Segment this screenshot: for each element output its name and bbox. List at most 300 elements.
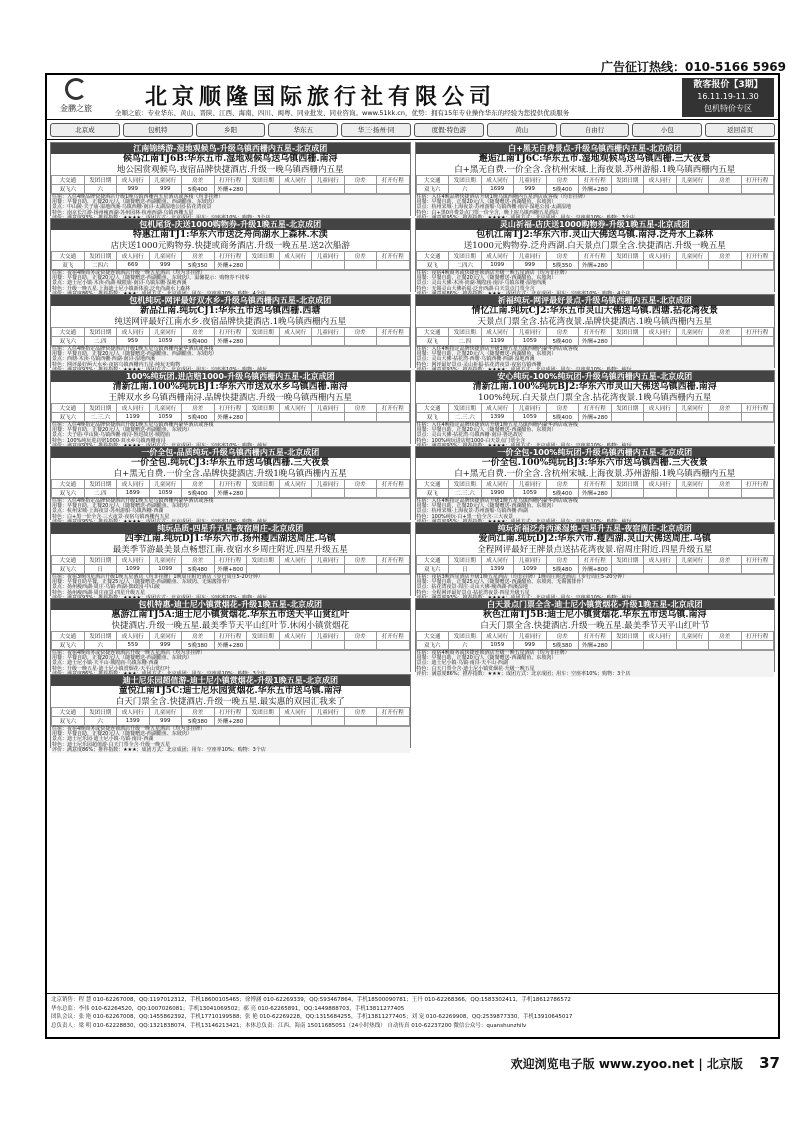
itinerary-link[interactable]: 外酬+280 — [214, 489, 247, 498]
company-name: 北京顺隆国际旅行社有限公司 — [145, 84, 497, 110]
tour-detail-line: 住宿：夜宿4晚商务或快捷连锁酒店升级一晚五星酒店（均为非挂牌） — [416, 650, 570, 656]
price-table — [416, 479, 775, 498]
nav-button[interactable]: 包机特 — [123, 123, 193, 137]
price-cell: 六 — [449, 185, 482, 194]
price-cell: 二四六 — [84, 261, 117, 270]
price-cell — [611, 489, 644, 498]
nav-button[interactable]: 黄山 — [487, 123, 557, 137]
price-table-header: 房差 — [546, 556, 579, 565]
price-table-header: 儿童同行 — [312, 404, 345, 413]
tour-title-bar: 纯玩祈福泛舟西溪湿地-四星升五星-夜宿周庄-北京成团 — [416, 523, 775, 534]
tour-name: 特惠江南TJ1:华东六市送泛舟尚湖水上森林.木渎 — [132, 230, 328, 240]
price-table-header: 房差 — [344, 404, 377, 413]
price-table-header: 发团日期 — [247, 708, 280, 717]
price-table-header: 打开行程 — [579, 404, 612, 413]
tour-title-bar: 一价全包-品质纯玩-升级乌镇西栅内五星-北京成团 — [51, 447, 410, 458]
price-table-header: 打开行程 — [214, 252, 247, 261]
price-table-header: 房差 — [182, 632, 215, 641]
tour-title-bar: 灵山祈福-店庆送1000购物券-升级1晚五星-北京成团 — [416, 219, 775, 230]
price-cell — [709, 641, 742, 650]
tour-details — [51, 650, 410, 677]
price-cell: 5晚400 — [182, 185, 215, 194]
tour-title-bar: 白+黑无自费景点-升级乌镇西栅内五星-北京成团 — [416, 143, 775, 154]
tour-name: 一价全包.100%纯玩BJ3:华东六市送乌镇西栅.三大夜景 — [481, 458, 708, 468]
price-cell: 1059 — [514, 489, 547, 498]
tour-block — [50, 674, 411, 753]
price-cell — [644, 489, 677, 498]
price-cell — [312, 565, 345, 574]
tour-detail-line: 景点：灵山大佛·拈花湾·西塘·乌镇西栅·西湖·湿地西溪 — [416, 356, 535, 363]
price-cell — [741, 489, 774, 498]
price-cell — [247, 717, 280, 726]
price-cell — [611, 337, 644, 346]
price-cell — [709, 489, 742, 498]
tour-block — [50, 218, 411, 292]
price-table-header: 儿童同行 — [514, 328, 547, 337]
price-table-header: 大交通 — [416, 328, 449, 337]
price-cell — [279, 185, 312, 194]
price-cell — [312, 337, 345, 346]
price-table-header: 大交通 — [52, 556, 85, 565]
price-cell — [344, 565, 377, 574]
price-table-header: 打开行程 — [377, 480, 410, 489]
tour-title-bar: 白天景点门票全含-迪士尼小镇赏烟花-升级1晚五星-北京成团 — [416, 599, 775, 610]
tour-detail-line: 景点：西塘·木渎·乌镇西栅·西湖·南浔·湿地西溪 — [52, 356, 155, 363]
nav-button[interactable]: 华三·扬州·同 — [341, 123, 411, 137]
price-table-header: 打开行程 — [741, 176, 774, 185]
tour-subtitle: 天景点门票全含.拈花湾夜景.品牌快捷酒店.1晚乌镇西栅内五星 — [477, 317, 713, 327]
price-table-header: 房差 — [182, 556, 215, 565]
tour-detail-line: 住宿：入住4晚品牌快捷酒店升级1晚乌镇西栅内五星酒店或客栈（均非挂牌） — [416, 194, 588, 200]
tour-detail-line: 景点：迪士尼小镇·木渎·尚湖·城隍庙·南浔·乌镇东栅·湿地西溪 — [52, 280, 187, 287]
tour-detail-line: 住宿：入住4晚品牌快捷酒店升级1晚乌镇西栅内五星酒店或客栈（均非挂牌） — [52, 194, 224, 200]
tour-detail-line: 用餐：早餐自助，正餐20元/人（随餐赠送-西湖醋鱼、西湖醋鱼、东坡肉） — [52, 199, 217, 206]
price-table-header: 儿童同行 — [514, 632, 547, 641]
price-cell: 1990 — [481, 489, 514, 498]
tour-detail-line: 住宿：夜宿3晚四星酒店升级1晚五星酒店（均非挂牌）1晚周庄附近酒店（步行周庄5-20分钟） — [52, 574, 263, 580]
tour-detail-line: 住宿：入住4晚指定品牌快捷酒店升级1晚五星乌镇西栅内豪华酒店或客栈 — [416, 498, 578, 504]
price-cell: 5晚380 — [546, 641, 579, 650]
tour-title-bar: 包机特惠-迪士尼小镇赏烟花-升级1晚五星-北京成团 — [51, 599, 410, 610]
price-table-header: 房差 — [709, 480, 742, 489]
tour-subtitle: 白+黑无自费.一价全含.含杭州宋城.上海夜景.苏州游船.1晚乌镇西栅内五星 — [454, 469, 736, 479]
tour-subtitle: 白+黑无自费.一价全含.含杭州宋城.上海夜景.苏州游船.1晚乌镇西栅内五星 — [454, 165, 736, 175]
price-cell: 5晚380 — [182, 717, 215, 726]
price-table-header: 儿童同行 — [149, 556, 182, 565]
price-cell — [312, 185, 345, 194]
price-table-header: 发团日期 — [84, 252, 117, 261]
price-cell: 1059 — [149, 337, 182, 346]
tour-detail-line: 景点：迪士尼小镇·天平山·城隍庙·乌镇东栅·西湖 — [52, 660, 159, 667]
ad-hotline: 广告征订热线：010-5166 5969 — [600, 60, 786, 74]
price-cell — [377, 185, 410, 194]
price-cell: 999 — [514, 261, 547, 270]
price-cell: 二.四 — [84, 489, 117, 498]
itinerary-link[interactable]: 外酬+280 — [214, 641, 247, 650]
price-table-header: 儿童同行 — [676, 252, 709, 261]
tour-block — [415, 142, 776, 216]
price-cell — [247, 641, 280, 650]
price-date-range: 16.11.19-11.30 — [697, 92, 759, 101]
tour-detail-line: 景点：灵山大佛·拈花湾·乌镇西栅·南浔·鲁迅故居 — [416, 432, 523, 439]
tour-name: 一价全包.纯玩CJ3:华东五市送乌镇西栅.三大夜景 — [131, 458, 330, 468]
price-table-header: 成人同行 — [117, 480, 150, 489]
price-table — [416, 327, 775, 346]
price-table-header: 打开行程 — [741, 252, 774, 261]
tour-name: 情忆江南.纯玩CJ2:华东五市灵山大佛送乌镇.西塘.拈花湾夜景 — [471, 306, 718, 316]
tour-details — [416, 650, 775, 677]
price-table-header: 儿童同行 — [312, 328, 345, 337]
price-table-header: 成人同行 — [117, 556, 150, 565]
price-cell — [676, 413, 709, 422]
price-cell — [377, 337, 410, 346]
price-table-header: 房差 — [709, 176, 742, 185]
itinerary-link[interactable]: 外酬+280 — [579, 413, 612, 422]
footer-edition: 北京版 — [706, 1057, 743, 1071]
price-cell: 1099 — [514, 565, 547, 574]
tour-detail-line: 特色：100%纯玩·白+黑一价全含·三大夜景 — [416, 513, 514, 520]
tour-detail-line: 特色：网评最好两大水乡·夜宿乌镇西栅内五星·纯玩无购物 — [52, 361, 181, 368]
price-table-header: 儿童同行 — [149, 328, 182, 337]
price-cell: 双飞六 — [416, 641, 449, 650]
footer-site-link[interactable]: www.zyoo.net — [598, 1057, 695, 1071]
price-table-header: 成人同行 — [279, 404, 312, 413]
tour-subtitle: 100%纯玩.白天景点门票全含.拈花湾夜景.1晚乌镇西栅内五星 — [478, 393, 712, 403]
price-table-header: 成人同行 — [279, 252, 312, 261]
tour-details — [416, 194, 775, 221]
itinerary-link[interactable]: 外酬+280 — [579, 261, 612, 270]
price-cell — [377, 489, 410, 498]
contact-line: 北京销售：程 慧 010-62267008，QQ:1197012312，手机18600105465；徐博涵 010-62269339，QQ:593467864，手机18500090781；王丹 010-62268366，QQ:1583302411，手机18612786572 — [51, 997, 571, 1003]
price-table-header: 成人同行 — [117, 632, 150, 641]
price-cell: 1059 — [149, 489, 182, 498]
tour-detail-line: 用餐：早餐自助，正餐20元/人（随餐赠送-西湖醋鱼、东坡肉）。温馨提示：购物券不找零 — [52, 275, 250, 282]
tour-detail-line: 景点：夫子庙·中山陵·乌镇西栅·南浔·鲁迅故居·城隍庙 — [52, 432, 170, 439]
tour-title-bar: 包机尾货-庆送1000购物券-升级1晚五星-北京成团 — [51, 219, 410, 230]
tour-subtitle: 送1000元购物券.泛舟西湖.白天景点门票全含.快捷酒店.升级一晚五星 — [463, 241, 726, 251]
price-table-header: 打开行程 — [214, 708, 247, 717]
price-table-header: 儿童同行 — [312, 708, 345, 717]
contact-line: 华东总监：李伟 010-62264520，QQ:1007026081；手机13041069502；郝 亮 010-62265891，QQ:1449888703，手机13811277405 — [51, 1005, 405, 1012]
price-table-header: 打开行程 — [214, 480, 247, 489]
price-table-header: 打开行程 — [214, 556, 247, 565]
tour-detail-line: 用餐：早餐自助，正餐20元/人（随餐赠送-西湖醋鱼、东坡肉） — [416, 199, 557, 206]
tour-name: 候鸟江南TJ6B:华东五市.湿地观候鸟送乌镇西栅.南浔 — [123, 154, 338, 164]
tour-detail-line: 特色：升级一晚五星·迪士尼小镇赏烟花·天平山赏红叶 — [52, 665, 171, 672]
tour-detail-line: 特色：升级一晚五星.上海迪士尼小镇新体验.泛舟尚湖水上森林 — [52, 285, 191, 292]
price-cell — [611, 565, 644, 574]
tour-subtitle: 快捷酒店.升级一晚五星.最美季节天平山红叶节.休闲小镇赏烟花 — [111, 621, 350, 631]
itinerary-link[interactable]: 外酬+800 — [214, 565, 247, 574]
price-cell: 5晚380 — [182, 641, 215, 650]
itinerary-link[interactable]: 外酬+800 — [579, 565, 612, 574]
price-table-header: 发团日期 — [449, 328, 482, 337]
price-table-header: 儿童同行 — [149, 632, 182, 641]
price-table — [416, 251, 775, 270]
price-cell — [247, 565, 280, 574]
page-footer — [0, 1054, 780, 1072]
price-cell: 双飞六 — [52, 185, 85, 194]
price-cell: 5晚400 — [182, 413, 215, 422]
price-table-header: 发团日期 — [247, 404, 280, 413]
price-cell: 1059 — [514, 413, 547, 422]
price-cell: 双飞 — [416, 261, 449, 270]
tour-detail-line: 特色：扬州瘦西湖·周庄夜景·四星升级五星 — [52, 589, 146, 596]
nav-button[interactable]: 小包 — [632, 123, 702, 137]
price-table-header: 成人同行 — [279, 708, 312, 717]
price-table-header: 发团日期 — [247, 176, 280, 185]
price-cell — [344, 337, 377, 346]
tour-detail-line: 住宿：夜宿4晚商务或快捷连锁酒店升级一晚五星酒店（均为非挂牌） — [52, 650, 206, 656]
tour-subtitle: 全程网评最好王牌景点送拈花湾夜景.宿周庄附近.四星升级五星 — [477, 545, 713, 555]
price-table-header: 大交通 — [416, 632, 449, 641]
price-cell — [709, 261, 742, 270]
tour-detail-line: 用餐：早餐自助，正餐20元/人（随餐赠送-西湖醋鱼、东坡肉） — [52, 503, 192, 510]
price-cell — [377, 413, 410, 422]
price-table-header: 发团日期 — [449, 176, 482, 185]
price-table-header: 打开行程 — [741, 328, 774, 337]
itinerary-link[interactable]: 外酬+280 — [214, 337, 247, 346]
price-cell: 日 — [84, 565, 117, 574]
price-table-header: 儿童同行 — [676, 556, 709, 565]
price-cell — [279, 717, 312, 726]
price-table-header: 发团日期 — [449, 632, 482, 641]
nav-button[interactable]: 华东五 — [268, 123, 338, 137]
price-table-header: 打开行程 — [377, 632, 410, 641]
tour-grid — [47, 140, 778, 753]
company-logo — [51, 78, 101, 116]
price-cell — [644, 413, 677, 422]
nav-button[interactable]: 返回首页 — [705, 123, 775, 137]
price-table-header: 房差 — [709, 252, 742, 261]
price-cell: 999 — [117, 185, 150, 194]
tour-title-bar: 江南锦绣游-湿地观候鸟-升级乌镇西栅内五星-北京成团 — [51, 143, 410, 154]
price-cell — [611, 641, 644, 650]
tour-name: 邂逅江南TJ6C:华东五市.湿地观候鸟送乌镇西栅.三大夜景 — [478, 154, 711, 164]
price-table-header: 房差 — [546, 176, 579, 185]
tour-title-bar: 一价全包-100%纯玩团-升级乌镇西栅内五星-北京成团 — [416, 447, 775, 458]
price-cell — [644, 565, 677, 574]
price-cell: 双飞 — [416, 413, 449, 422]
price-cell: 双飞六 — [52, 565, 85, 574]
price-table-header: 大交通 — [52, 480, 85, 489]
contact-line: 总负责人：梁 明 010-62228830，QQ:1321838074，手机13146213421；本体总负责：江西、海南 15011685051（24小时热线） 自动传真 010-62237200 微信公众号：quanshunzhilv — [51, 1022, 527, 1029]
tour-detail-line: 住宿：入住4晚指定品牌快捷酒店升级1晚五星乌镇西栅内豪华酒店或客栈 — [416, 422, 578, 428]
tour-subtitle: 王牌双水乡乌镇西栅南浔.品牌快捷酒店.升级一晚乌镇西栅内五星 — [108, 393, 352, 403]
price-table — [51, 251, 410, 270]
price-cell: 1199 — [481, 337, 514, 346]
price-table-header: 成人同行 — [481, 404, 514, 413]
nav-button[interactable]: 北京成 — [50, 123, 120, 137]
price-table-header: 儿童同行 — [312, 632, 345, 641]
price-cell: 999 — [514, 185, 547, 194]
price-cell — [344, 717, 377, 726]
tour-detail-line: 评价：满意度86%；推荐指数：★★★；成团方式：北京成团；用车：空座率10%；购物：3个店 — [416, 670, 631, 677]
nav-button[interactable]: 度假·特色游 — [414, 123, 484, 137]
tour-details — [51, 574, 410, 601]
tour-name: 包机江南TJ2:华东六市.灵山大佛送乌镇.南浔.泛舟水上森林 — [476, 230, 714, 240]
tour-detail-line: 用餐：早餐自助，正餐20元/人（随餐赠送-西湖醋鱼、西湖醋鱼、东坡肉） — [52, 351, 217, 358]
ad-header — [47, 75, 778, 120]
price-table-header: 打开行程 — [377, 708, 410, 717]
price-cell — [741, 337, 774, 346]
itinerary-link[interactable]: 外酬+280 — [579, 489, 612, 498]
price-cell — [741, 261, 774, 270]
price-cell — [344, 261, 377, 270]
itinerary-link[interactable]: 外酬+280 — [214, 185, 247, 194]
price-cell — [676, 641, 709, 650]
price-cell — [312, 261, 345, 270]
price-table-header: 发团日期 — [449, 556, 482, 565]
tour-details — [416, 498, 775, 525]
price-cell: 双飞六 — [416, 565, 449, 574]
nav-button[interactable]: 自由行 — [560, 123, 630, 137]
tour-block — [50, 142, 411, 216]
tour-detail-line: 用餐：早餐自助早餐，正餐25元/人（随餐赠送-西湖醋鱼、东坡肉、无锡酱排骨） — [52, 579, 232, 586]
price-period-box — [682, 78, 774, 117]
price-table-header: 发团日期 — [84, 176, 117, 185]
price-table-header: 成人同行 — [481, 176, 514, 185]
price-cell: 双飞六 — [52, 413, 85, 422]
tour-block — [415, 218, 776, 292]
tour-details — [51, 726, 410, 753]
tour-detail-line: 特色：全程网评最好景点·拈花湾夜景·四星升级五星 — [416, 589, 530, 596]
tour-detail-line: 用餐：早餐自助，正餐20元/人（随餐赠送-西湖醋鱼、东坡肉） — [416, 275, 557, 282]
price-cell: 双飞 — [416, 489, 449, 498]
price-table — [51, 175, 410, 194]
tour-detail-line: 特色：无锡灵山大佛祈福·泛舟西湖·白天景点门票全含 — [416, 285, 535, 292]
price-cell — [709, 413, 742, 422]
price-cell: 999 — [149, 641, 182, 650]
price-table-header: 房差 — [182, 252, 215, 261]
tour-detail-line: 住宿：入住4晚指定品牌快捷酒店升级1晚五星乌镇西栅内豪华酒店或客栈 — [52, 422, 214, 428]
price-cell — [344, 641, 377, 650]
price-table-header: 房差 — [709, 556, 742, 565]
itinerary-link[interactable]: 外酬+280 — [579, 337, 612, 346]
tour-name: 秋色江南TJ5B:迪士尼小镇赏烟花.华东五市送乌镇.南浔 — [483, 610, 707, 620]
price-cell — [279, 337, 312, 346]
tour-details — [51, 270, 410, 297]
price-table-header: 儿童同行 — [676, 632, 709, 641]
price-cell: 959 — [117, 337, 150, 346]
price-cell: 999 — [514, 641, 547, 650]
price-cell — [676, 565, 709, 574]
tour-details — [416, 270, 775, 297]
tour-detail-line: 住宿：入住4晚指定品牌快捷酒店升级1晚五星乌镇西栅内豪华酒店或客栈 — [52, 498, 214, 504]
tour-subtitle: 地公园赏观候鸟.夜宿品牌快捷酒店.升级一晚乌镇西栅内五星 — [117, 165, 344, 175]
tour-detail-line: 用餐：早餐自助，正餐20元/人（随餐赠送-西湖醋鱼、东坡肉） — [416, 427, 557, 434]
price-cell: 999 — [149, 261, 182, 270]
itinerary-link[interactable]: 外酬+280 — [214, 261, 247, 270]
tour-detail-line: 特色：白+黑0自费景点门票一价全含，晚上宿乌镇西栅五星酒店 — [416, 209, 559, 216]
price-cell — [344, 185, 377, 194]
tour-name: 爱尚江南.纯玩DJ2:华东六市.瘦西湖.灵山大佛送周庄.乌镇 — [478, 534, 711, 544]
price-table-header: 打开行程 — [741, 480, 774, 489]
price-cell — [279, 641, 312, 650]
price-table — [51, 707, 410, 726]
tour-name: 新品江南.纯玩CJ1:华东五市送乌镇西栅.西塘 — [140, 306, 321, 316]
tour-detail-line: 用餐：早餐自助，正餐20元/人（随餐赠送-西湖醋鱼、东坡肉） — [52, 655, 192, 662]
price-cell: 双飞六 — [52, 717, 85, 726]
tour-block — [50, 294, 411, 368]
price-cell: 5晚400 — [546, 489, 579, 498]
price-table-header: 打开行程 — [579, 176, 612, 185]
price-table-header: 成人同行 — [644, 328, 677, 337]
itinerary-link[interactable]: 外酬+280 — [214, 717, 247, 726]
tour-detail-line: 特色：南京长江游·扬州瘦西湖·苏州园林·杭州西湖·乌镇西栅五星 — [52, 209, 194, 216]
price-cell — [279, 261, 312, 270]
price-table-header: 发团日期 — [611, 176, 644, 185]
tour-detail-line: 景点：杭州宋城·上海夜景·苏州游船·乌镇西栅·西湖 — [52, 508, 164, 515]
price-cell: 5晚400 — [182, 489, 215, 498]
price-cell — [644, 185, 677, 194]
price-table-header: 房差 — [182, 176, 215, 185]
tour-block — [50, 446, 411, 520]
tour-detail-line: 景点：灵山大佛·木渎·尚湖·城隍庙·南浔·乌镇东栅·湿地西溪 — [416, 280, 547, 287]
price-cell — [377, 261, 410, 270]
price-table-header: 打开行程 — [377, 404, 410, 413]
price-table-header: 大交通 — [52, 632, 85, 641]
price-table-header: 成人同行 — [279, 556, 312, 565]
price-cell: 5晚480 — [182, 565, 215, 574]
tour-block — [415, 370, 776, 444]
tour-details — [51, 422, 410, 449]
price-cell — [377, 641, 410, 650]
tour-detail-line: 住宿：夜宿3晚四星酒店升级1晚五星酒店（均非挂牌）1晚周庄附近酒店（步行周庄5-20分钟） — [416, 574, 628, 580]
price-table-header: 大交通 — [416, 556, 449, 565]
tour-detail-line: 景点：迪士尼小镇·乌镇·南浔·天平山·西湖 — [416, 660, 508, 667]
page-number: 37 — [759, 1054, 780, 1072]
price-table — [51, 479, 410, 498]
tour-detail-line: 用餐：早餐自助，正餐20元/人（随餐赠送-西湖醋鱼、东坡肉） — [52, 427, 192, 434]
tour-detail-line: 景点：扬州瘦西湖·周庄·乌镇·西湖·拙政园·中山陵 — [52, 584, 160, 591]
price-cell: 5晚480 — [546, 565, 579, 574]
price-table-header: 成人同行 — [644, 176, 677, 185]
company-tagline: 全顺之旅：专业华东、黄山、晋陕、江西、海南、四川、闽粤、同业批发、同业咨询。www.51kk.cn，优势：拥有15年专业操作华东的经验为您提供优质服务 — [115, 109, 570, 117]
price-table-header: 房差 — [182, 708, 215, 717]
tour-title-bar: 迪士尼乐园超值游-迪士尼小镇赏烟花-升级1晚五星-北京成团 — [51, 675, 410, 686]
price-cell — [644, 337, 677, 346]
price-table-header: 成人同行 — [117, 328, 150, 337]
price-table-header: 成人同行 — [481, 632, 514, 641]
price-table-header: 发团日期 — [247, 480, 280, 489]
itinerary-link[interactable]: 外酬+280 — [579, 185, 612, 194]
price-table-header: 成人同行 — [644, 632, 677, 641]
price-cell: 5晚400 — [546, 337, 579, 346]
price-cell: 双飞 — [416, 337, 449, 346]
itinerary-link[interactable]: 外酬+280 — [579, 641, 612, 650]
tour-detail-line: 景点：杭州宋城·上海夜景·苏州游船·乌镇西栅·南浔·湿地公园·太湖湿地 — [416, 204, 572, 211]
itinerary-link[interactable]: 外酬+280 — [214, 413, 247, 422]
tour-block — [415, 294, 776, 368]
tour-detail-line: 住宿：夜宿4晚商务或快捷连锁酒店升级一晚五星酒店（均为非挂牌） — [416, 270, 570, 276]
price-table-header: 大交通 — [52, 328, 85, 337]
price-cell — [709, 565, 742, 574]
nav-button[interactable]: 乡阳 — [196, 123, 266, 137]
price-table-header: 房差 — [182, 480, 215, 489]
contact-footer — [47, 993, 778, 1037]
tour-subtitle: 纯送网评最好江南水乡.夜宿品牌快捷酒店.1晚乌镇西栅内五星 — [114, 317, 347, 327]
price-cell — [312, 489, 345, 498]
price-table-header: 成人同行 — [117, 176, 150, 185]
tour-subtitle: 白+黑无自费.一价全含.品牌快捷酒店.升级1晚乌镇西栅内五星 — [113, 469, 347, 479]
price-cell — [676, 185, 709, 194]
price-table-header: 房差 — [182, 328, 215, 337]
price-label: 散客报价【3期】 — [693, 80, 763, 90]
price-table-header: 儿童同行 — [514, 404, 547, 413]
price-cell: 559 — [117, 641, 150, 650]
price-cell — [709, 185, 742, 194]
